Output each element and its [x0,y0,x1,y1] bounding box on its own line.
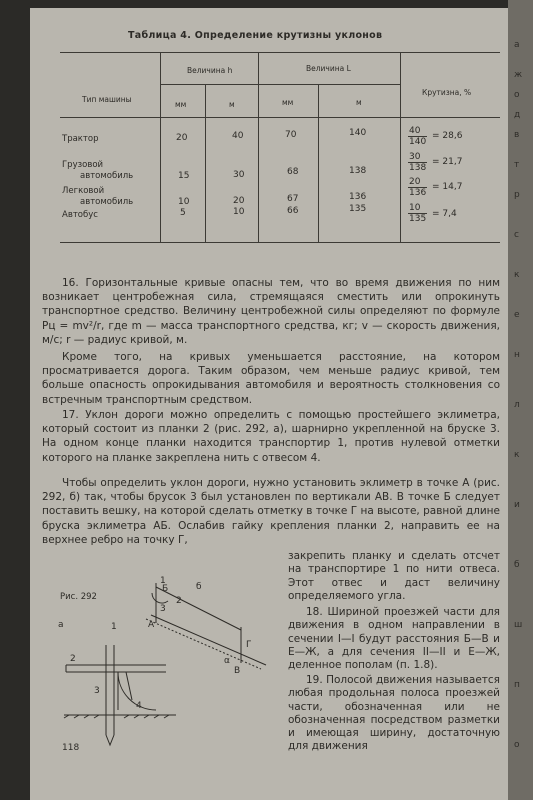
point-a-label: А [148,620,155,630]
paragraph-16: 16. Горизонтальные кривые опасны тем, что во время движения по ним возникает центробежная сила, стремящаяся сместить или опрокинуть транспортное средство. Величину центробежной силы определяют по формуле Pц = mv²/r, где m — масса транспортного средства, кг; v — скорость движения, м/с; r — радиус кривой, м. [42,277,500,346]
figure-label-b: б [196,582,202,592]
paragraph-17: 17. Уклон дороги можно определить с помощью простейшего эклиметра, который состоит из планки 2 (рис. 292, а), шарнирно укрепленной на бруске 3. На одном конце планки находится транспортир 1, против нулевой отметки которого на планке закреплена нить с отвесом 4. [42,409,500,464]
paragraph-16-cont: Кроме того, на кривых уменьшается расстояние, на котором просматривается дорога. Таким образом, чем меньше радиус кривой, тем больше опасность опрокидывания автомобиля и вероятность столкновения со встречным транспортным средством. [42,351,500,406]
slope-result: = 14,7 [432,182,463,192]
cell-h-mm: 10 [178,197,190,207]
paragraph-19: 19. Полосой движения называется любая продольная полоса проезжей части, обозначенная или не обозначенная посредством разметки и имеющая ширину, достаточную для движения [288,674,500,753]
edge-char: о [514,90,520,100]
edge-char: д [514,110,521,120]
edge-char: ж [514,70,523,80]
cell-l-m: 138 [349,166,367,176]
adjacent-page-edge [508,0,533,800]
part-number-3-b: 3 [160,604,166,614]
cell-h-mm: 15 [178,171,190,181]
fraction-numerator: 30 [408,152,427,163]
cell-l-m: 135 [349,204,367,214]
cell-l-mm: 66 [287,206,299,216]
figure-292 [56,575,286,750]
edge-char: ш [514,620,523,630]
table-header-rule [60,117,500,118]
table-vrule [205,84,206,242]
cell-l-mm: 70 [285,130,297,140]
fraction-denominator: 140 [409,137,427,147]
paragraph-17-cont: Чтобы определить уклон дороги, нужно установить эклиметр в точке А (рис. 292, б) так, чтобы брусок 3 был установлен по вертикали АВ. В точке Б следует поставить вешку, на которой сделать отметку в точке Г на высоте, равной длине бруска эклиметра АБ. Ослабив гайку крепления планки 2, направить ее на верхнее ребро на точку Г, [42,477,500,546]
table-vrule [160,52,161,242]
part-number-2-b: 2 [176,596,182,606]
angle-arc [152,593,168,603]
slope-fraction [408,126,427,147]
header-h: Величина h [187,66,233,75]
cell-h-m: 30 [233,170,245,180]
row-vehicle-name-cont: автомобиль [80,171,134,181]
edge-char: к [514,450,520,460]
table-title: Таблица 4. Определение крутизны уклонов [128,30,383,41]
table-subheader-rule [160,84,400,85]
part-number-1: 1 [111,622,117,632]
slope-result: = 7,4 [432,209,457,219]
slope-hatch [146,619,261,669]
row-vehicle-name: Грузовой [62,160,104,170]
part-number-2: 2 [70,654,76,664]
fraction-numerator: 40 [408,126,427,137]
fraction-numerator: 20 [408,177,427,188]
edge-char: т [514,160,520,170]
table-top-rule [60,52,500,53]
header-h-mm: мм [175,100,187,109]
cell-l-mm: 68 [287,167,299,177]
slope-fraction [408,152,427,173]
column-text: закрепить планку и сделать отсчет на транспортире 1 по нити отвеса. Этот отвес и даст величину определяемого угла. [288,550,500,602]
row-vehicle-name-cont: автомобиль [80,197,134,207]
cell-h-m: 10 [233,207,245,217]
row-vehicle-name: Легковой [62,186,105,196]
figure-label-a: а [58,620,64,630]
fraction-denominator: 138 [409,163,427,173]
edge-char: л [514,400,520,410]
header-l: Величина L [306,64,351,73]
fraction-denominator: 136 [409,188,427,198]
edge-char: п [514,680,520,690]
edge-char: и [514,500,520,510]
edge-char: о [514,740,520,750]
part-number-1-b: 1 [160,576,166,586]
edge-char: к [514,270,520,280]
fraction-denominator: 135 [409,214,427,224]
edge-char: р [514,190,520,200]
part-number-3: 3 [94,686,100,696]
cell-l-m: 136 [349,192,367,202]
slope-fraction [408,177,427,198]
table-vrule [400,52,401,242]
cell-l-mm: 67 [287,194,299,204]
angle-label: α [224,656,230,666]
sight-line [156,587,241,630]
header-l-m: м [356,98,362,107]
point-g-label: Г [246,640,252,650]
fraction-numerator: 10 [408,203,427,214]
header-vehicle-type: Тип машины [82,95,132,104]
edge-char: а [514,40,520,50]
edge-char: е [514,310,520,320]
slope-result: = 28,6 [432,131,463,141]
cell-l-m: 140 [349,128,367,138]
part-number-4: 4 [136,701,142,711]
row-vehicle-name: Трактор [62,134,99,144]
slope-result: = 21,7 [432,157,463,167]
bar-tip [106,735,114,745]
cell-h-m: 40 [232,131,244,141]
cell-h-mm: 20 [176,133,188,143]
header-h-m: м [229,100,235,109]
table-vrule [318,84,319,242]
page-number: 118 [62,743,80,753]
cell-h-mm: 5 [180,208,186,218]
edge-char: с [514,230,519,240]
slope-fraction [408,203,427,224]
cell-h-m: 20 [233,196,245,206]
paragraph-18: 18. Шириной проезжей части для движения в одном направлении в сечении I—I будут расстояния Б—В и Е—Ж, а для сечения II—II и Е—Ж, деленное пополам (п. 1.8). [288,606,500,672]
row-vehicle-name: Автобус [62,210,98,220]
header-slope: Крутизна, % [422,88,472,97]
edge-char: н [514,350,520,360]
point-b-label: Б [162,584,169,594]
figure-caption: Рис. 292 [60,592,97,602]
table-bottom-rule [60,242,500,243]
table-vrule [258,52,259,242]
edge-char: в [514,130,520,140]
header-l-mm: мм [282,98,294,107]
point-v-label: В [234,666,241,676]
edge-char: б [514,560,520,570]
